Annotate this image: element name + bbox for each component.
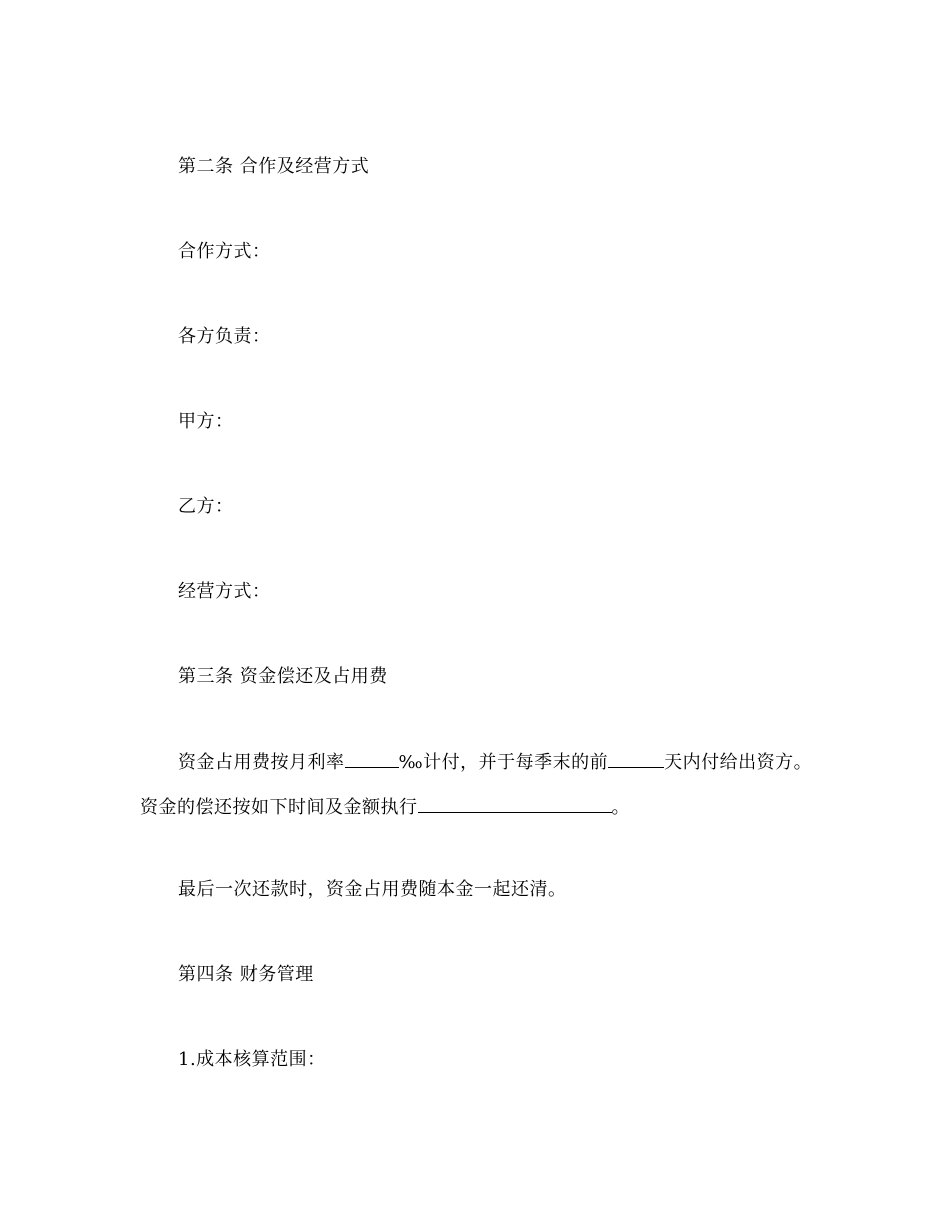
repayment-text: 资金的偿还按如下时间及金额执行 bbox=[140, 797, 418, 818]
interest-text-3: 天内付给出资方。 bbox=[664, 752, 813, 773]
article-2-heading: 第二条 合作及经营方式 bbox=[178, 156, 370, 177]
monthly-rate-blank[interactable] bbox=[345, 750, 399, 768]
final-repayment-paragraph: 最后一次还款时，资金占用费随本金一起还清。 bbox=[178, 879, 567, 900]
interest-text-1: 资金占用费按月利率 bbox=[178, 752, 345, 773]
article-4-heading: 第四条 财务管理 bbox=[178, 964, 314, 985]
cooperation-mode-label: 合作方式： bbox=[178, 241, 271, 262]
responsibilities-label: 各方负责： bbox=[178, 326, 271, 347]
days-blank[interactable] bbox=[608, 750, 664, 768]
repayment-schedule-blank[interactable] bbox=[418, 795, 612, 813]
party-b-label: 乙方： bbox=[178, 496, 234, 517]
interest-rate-paragraph-line2 bbox=[140, 795, 630, 820]
repayment-text-end: 。 bbox=[611, 797, 630, 818]
operation-mode-label: 经营方式： bbox=[178, 581, 271, 602]
party-a-label: 甲方： bbox=[178, 411, 234, 432]
interest-text-2: ‰计付，并于每季末的前 bbox=[398, 752, 609, 773]
cost-accounting-scope-item: 1.成本核算范围： bbox=[178, 1049, 326, 1070]
article-3-heading: 第三条 资金偿还及占用费 bbox=[178, 666, 388, 687]
interest-rate-paragraph-line1 bbox=[178, 750, 812, 775]
